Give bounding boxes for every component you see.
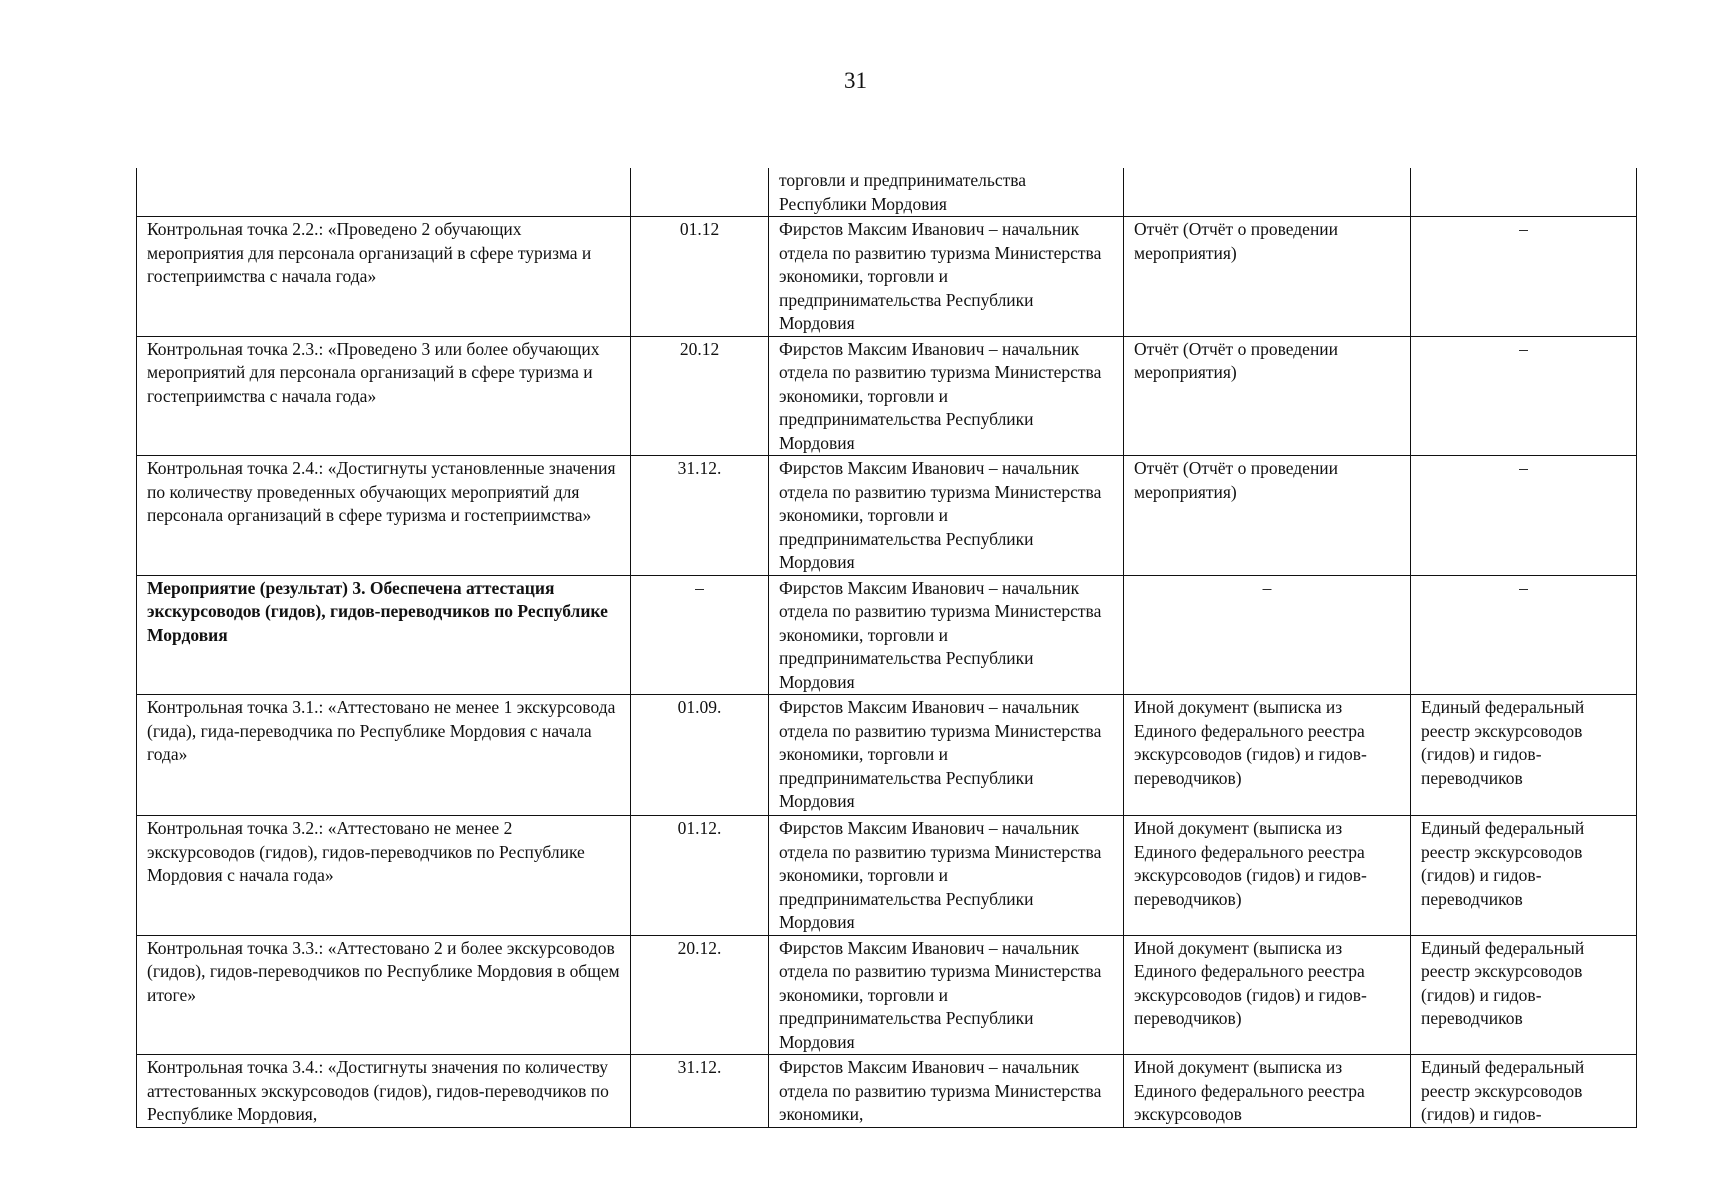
table-row [137, 217, 1637, 337]
cell-name: Контрольная точка 3.4.: «Достигнуты значения по количеству аттестованных экскурсоводов (гидов), гидов-переводчиков по Республике Мордовия, [137, 1055, 631, 1128]
cell-responsible: торговли и предпринимательства Республики Мордовия [769, 168, 1124, 217]
table-row [137, 575, 1637, 695]
cell-name: Контрольная точка 2.2.: «Проведено 2 обучающих мероприятия для персонала организаций в сфере туризма и гостеприимства с начала года» [137, 217, 631, 337]
cell-date: 31.12. [631, 456, 769, 576]
page-number: 31 [844, 68, 867, 93]
cell-name [137, 168, 631, 217]
cell-date: 01.12 [631, 217, 769, 337]
cell-document: Отчёт (Отчёт о проведении мероприятия) [1124, 456, 1411, 576]
cell-document: – [1124, 575, 1411, 695]
cell-document: Иной документ (выписка из Единого федерального реестра экскурсоводов (гидов) и гидов-переводчиков) [1124, 816, 1411, 936]
cell-date: 20.12. [631, 935, 769, 1055]
cell-system: – [1411, 456, 1637, 576]
table-row [137, 168, 1637, 217]
cell-system: Единый федеральный реестр экскурсоводов (гидов) и гидов- [1411, 1055, 1637, 1128]
cell-date: 31.12. [631, 1055, 769, 1128]
cell-system: Единый федеральный реестр экскурсоводов (гидов) и гидов-переводчиков [1411, 935, 1637, 1055]
cell-system [1411, 168, 1637, 217]
cell-date: 01.09. [631, 695, 769, 816]
cell-document: Иной документ (выписка из Единого федерального реестра экскурсоводов (гидов) и гидов-переводчиков) [1124, 695, 1411, 816]
cell-responsible: Фирстов Максим Иванович – начальник отдела по развитию туризма Министерства экономики, [769, 1055, 1124, 1128]
cell-system: Единый федеральный реестр экскурсоводов (гидов) и гидов-переводчиков [1411, 816, 1637, 936]
cell-responsible: Фирстов Максим Иванович – начальник отдела по развитию туризма Министерства экономики, торговли и предпринимательства Республики Мордовия [769, 217, 1124, 337]
cell-document: Иной документ (выписка из Единого федерального реестра экскурсоводов (гидов) и гидов-переводчиков) [1124, 935, 1411, 1055]
cell-name: Контрольная точка 3.3.: «Аттестовано 2 и более экскурсоводов (гидов), гидов-переводчиков по Республике Мордовия в общем итоге» [137, 935, 631, 1055]
cell-responsible: Фирстов Максим Иванович – начальник отдела по развитию туризма Министерства экономики, торговли и предпринимательства Республики Мордовия [769, 575, 1124, 695]
cell-document: Отчёт (Отчёт о проведении мероприятия) [1124, 336, 1411, 456]
cell-system: – [1411, 575, 1637, 695]
table-row [137, 816, 1637, 936]
cell-date: 01.12. [631, 816, 769, 936]
cell-system: – [1411, 336, 1637, 456]
table-row [137, 456, 1637, 576]
cell-document [1124, 168, 1411, 217]
cell-date: – [631, 575, 769, 695]
cell-system: – [1411, 217, 1637, 337]
cell-name: Контрольная точка 2.3.: «Проведено 3 или более обучающих мероприятий для персонала организаций в сфере туризма и гостеприимства с начала года» [137, 336, 631, 456]
cell-document: Отчёт (Отчёт о проведении мероприятия) [1124, 217, 1411, 337]
cell-responsible: Фирстов Максим Иванович – начальник отдела по развитию туризма Министерства экономики, торговли и предпринимательства Республики Мордовия [769, 336, 1124, 456]
cell-name: Контрольная точка 3.2.: «Аттестовано не менее 2 экскурсоводов (гидов), гидов-переводчиков по Республике Мордовия с начала года» [137, 816, 631, 936]
cell-date [631, 168, 769, 217]
cell-responsible: Фирстов Максим Иванович – начальник отдела по развитию туризма Министерства экономики, торговли и предпринимательства Республики Мордовия [769, 935, 1124, 1055]
cell-name: Контрольная точка 3.1.: «Аттестовано не менее 1 экскурсовода (гида), гида-переводчика по Республике Мордовия с начала года» [137, 695, 631, 816]
cell-name: Контрольная точка 2.4.: «Достигнуты установленные значения по количеству проведенных обучающих мероприятий для персонала организаций в сфере туризма и гостеприимства» [137, 456, 631, 576]
cell-responsible: Фирстов Максим Иванович – начальник отдела по развитию туризма Министерства экономики, торговли и предпринимательства Республики Мордовия [769, 816, 1124, 936]
table-row [137, 695, 1637, 816]
cell-responsible: Фирстов Максим Иванович – начальник отдела по развитию туризма Министерства экономики, торговли и предпринимательства Республики Мордовия [769, 695, 1124, 816]
cell-system: Единый федеральный реестр экскурсоводов (гидов) и гидов-переводчиков [1411, 695, 1637, 816]
control-points-table [136, 168, 1637, 1128]
table-row [137, 1055, 1637, 1128]
table-row [137, 336, 1637, 456]
cell-responsible: Фирстов Максим Иванович – начальник отдела по развитию туризма Министерства экономики, торговли и предпринимательства Республики Мордовия [769, 456, 1124, 576]
cell-date: 20.12 [631, 336, 769, 456]
cell-document: Иной документ (выписка из Единого федерального реестра экскурсоводов [1124, 1055, 1411, 1128]
table-row [137, 935, 1637, 1055]
cell-name: Мероприятие (результат) 3. Обеспечена аттестация экскурсоводов (гидов), гидов-переводчиков по Республике Мордовия [137, 575, 631, 695]
